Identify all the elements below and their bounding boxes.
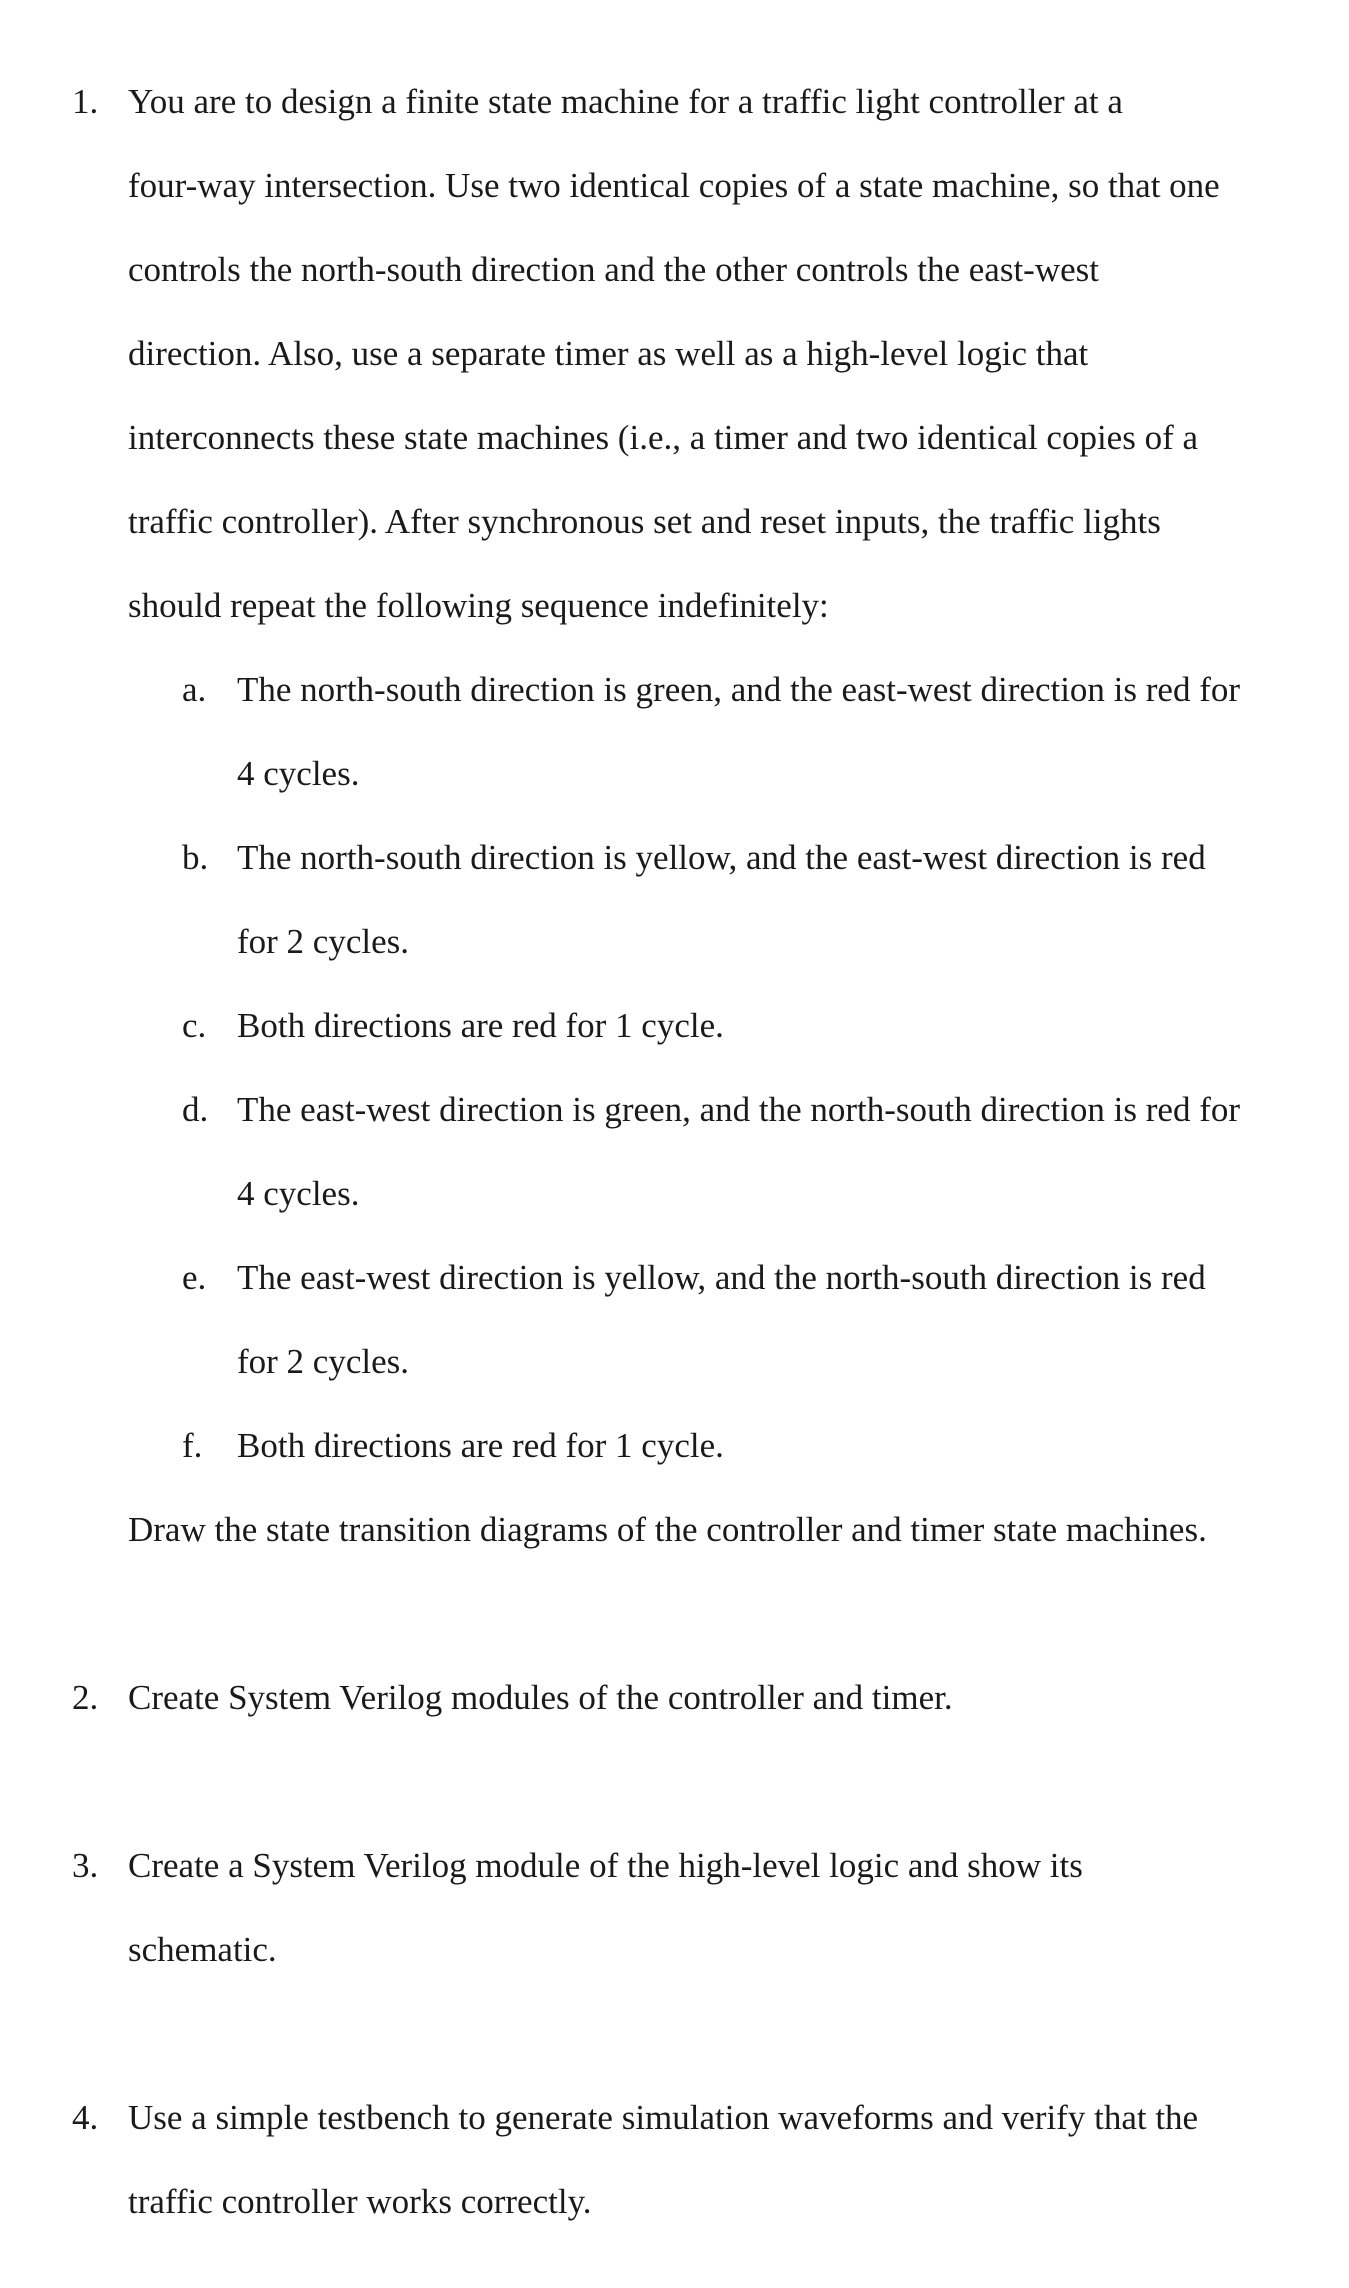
item-b-line-2: for 2 cycles. xyxy=(237,922,410,961)
question-1-line-2: four-way intersection. Use two identical copies of a state machine, so that one xyxy=(128,166,1220,205)
item-a-letter: a. xyxy=(182,670,207,709)
question-3-number: 3. xyxy=(72,1846,99,1885)
question-2-number: 2. xyxy=(72,1678,99,1717)
item-f-line-1: Both directions are red for 1 cycle. xyxy=(237,1426,724,1465)
item-b-line-1: The north-south direction is yellow, and the east-west direction is red xyxy=(237,838,1206,877)
question-4-line-1: Use a simple testbench to generate simulation waveforms and verify that the xyxy=(128,2098,1199,2137)
question-1-line-5: interconnects these state machines (i.e., a timer and two identical copies of a xyxy=(128,418,1199,457)
question-4-number: 4. xyxy=(72,2098,99,2137)
question-2-line-1: Create System Verilog modules of the controller and timer. xyxy=(128,1678,953,1717)
item-d-letter: d. xyxy=(182,1090,209,1129)
question-3-line-2: schematic. xyxy=(128,1930,277,1969)
item-a-line-2: 4 cycles. xyxy=(237,754,360,793)
question-4-line-2: traffic controller works correctly. xyxy=(128,2182,592,2221)
question-1-line-3: controls the north-south direction and the other controls the east-west xyxy=(128,250,1099,289)
item-d-line-2: 4 cycles. xyxy=(237,1174,360,1213)
question-1-line-1: You are to design a finite state machine for a traffic light controller at a xyxy=(128,82,1123,121)
question-3-line-1: Create a System Verilog module of the high-level logic and show its xyxy=(128,1846,1083,1885)
question-1-line-6: traffic controller). After synchronous set and reset inputs, the traffic lights xyxy=(128,502,1161,541)
item-c-letter: c. xyxy=(182,1006,207,1045)
item-c-line-1: Both directions are red for 1 cycle. xyxy=(237,1006,724,1045)
item-e-letter: e. xyxy=(182,1258,207,1297)
item-f-letter: f. xyxy=(182,1426,203,1465)
item-e-line-2: for 2 cycles. xyxy=(237,1342,410,1381)
question-1-closing: Draw the state transition diagrams of the controller and timer state machines. xyxy=(128,1510,1207,1549)
question-1-line-4: direction. Also, use a separate timer as well as a high-level logic that xyxy=(128,334,1089,373)
item-b-letter: b. xyxy=(182,838,209,877)
question-1-line-7: should repeat the following sequence indefinitely: xyxy=(128,586,829,625)
item-a-line-1: The north-south direction is green, and the east-west direction is red for xyxy=(237,670,1241,709)
item-d-line-1: The east-west direction is green, and the north-south direction is red for xyxy=(237,1090,1241,1129)
question-1-number: 1. xyxy=(72,82,99,121)
item-e-line-1: The east-west direction is yellow, and the north-south direction is red xyxy=(237,1258,1206,1297)
